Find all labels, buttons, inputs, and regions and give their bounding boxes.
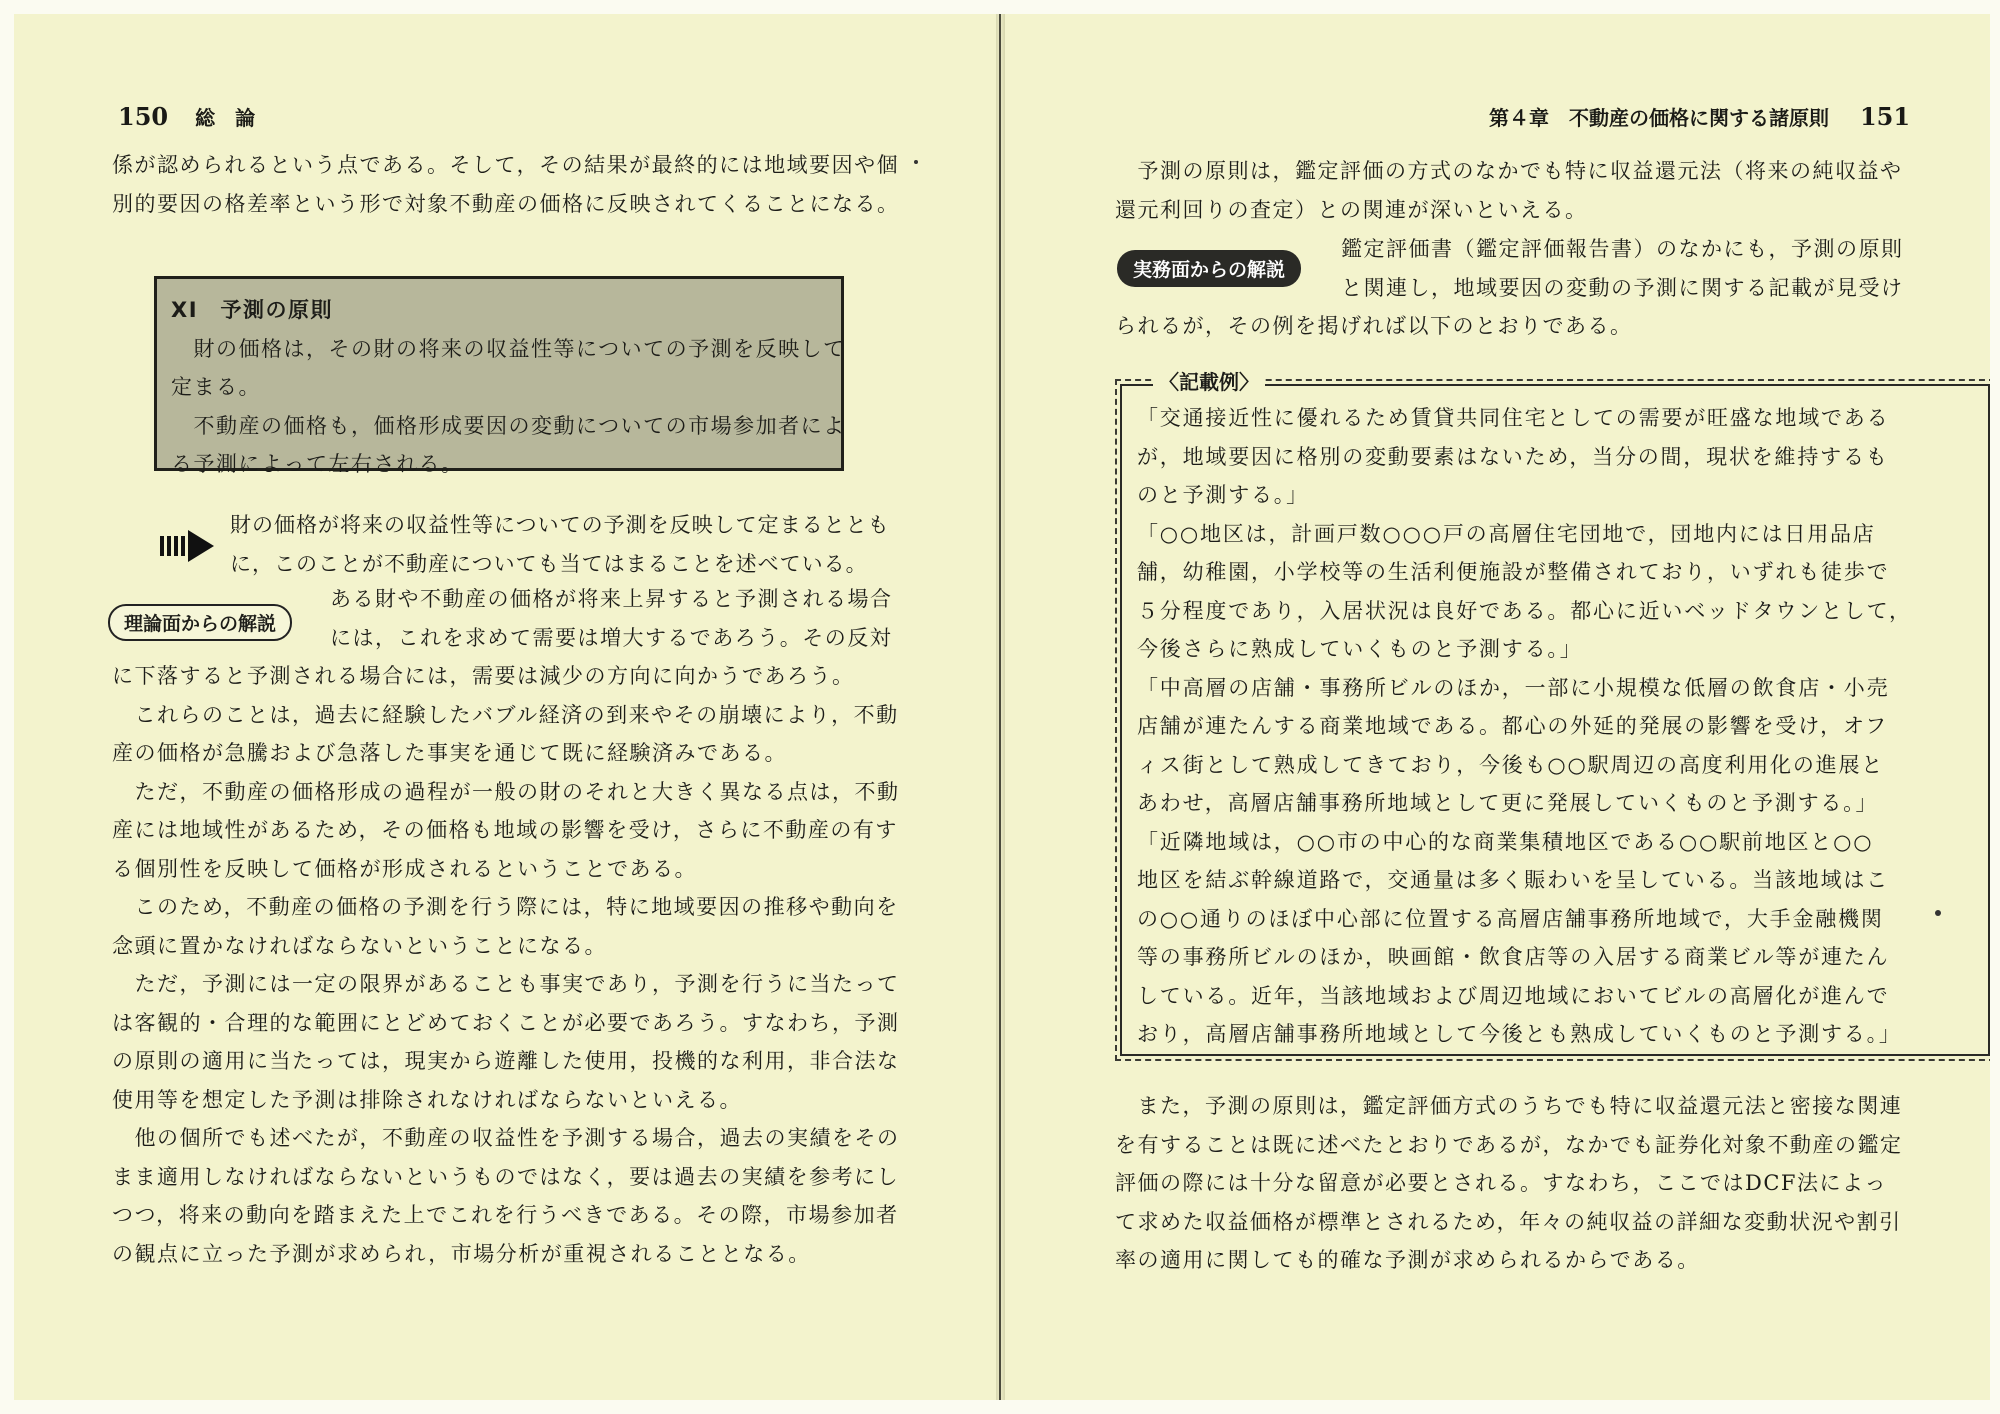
- example-line: 店舗が連たんする商業地域である。都心の外延的発展の影響を受け，オフ: [1137, 714, 1888, 738]
- example-line: の○○通りのほぼ中心部に位置する高層店舗事務所地域で，大手金融機関: [1137, 906, 1884, 931]
- text-line: の観点に立った予測が求められ，市場分析が重視されることとなる。: [112, 1241, 811, 1266]
- text-line: られるが，その例を掲げれば以下のとおりである。: [1115, 314, 1633, 338]
- left-body-text: [112, 657, 900, 1273]
- example-line: 「中高層の店舗・事務所ビルのほか，一部に小規模な低層の飲食店・小売: [1137, 675, 1890, 700]
- example-line: おり，高層店舗事務所地域として今後とも熟成していくものと予測する。」: [1137, 1022, 1902, 1046]
- example-line: 「近隣地域は，○○市の中心的な商業集積地区である○○駅前地区と○○: [1137, 829, 1874, 854]
- text-line: ただ，予測には一定の限界があることも事実であり，予測を行うに当たって: [112, 972, 900, 996]
- text-line: ある財や不動産の価格が将来上昇すると予測される場合: [330, 587, 893, 611]
- principle-line: 定まる。: [171, 375, 261, 399]
- text-line: 鑑定評価書（鑑定評価報告書）のなかにも，予測の原則: [1341, 237, 1904, 261]
- text-line: を有することは既に述べたとおりであるが，なかでも証券化対象不動産の鑑定: [1115, 1132, 1903, 1157]
- left-intro-text: [112, 146, 900, 223]
- example-line: のと予測する。」: [1137, 483, 1309, 507]
- left-page: [14, 14, 996, 1400]
- summary-note: [164, 506, 890, 583]
- text-line: ただ，不動産の価格形成の過程が一般の財のそれと大きく異なる点は，不動: [112, 779, 900, 804]
- summary-line: に，このことが不動産についても当てはまることを述べている。: [230, 551, 868, 576]
- principle-line: 不動産の価格も，価格形成要因の変動についての市場参加者によ: [171, 413, 846, 438]
- text-line: に下落すると予測される場合には，需要は減少の方向に向かうであろう。: [112, 664, 855, 688]
- text-line: 還元利回りの査定）との関連が深いといえる。: [1115, 197, 1588, 222]
- text-line: には，これを求めて需要は増大するであろう。その反対: [330, 625, 893, 650]
- principle-box: [154, 276, 846, 476]
- text-line: 念頭に置かなければならないということになる。: [112, 933, 607, 958]
- principle-line: 財の価格は，その財の将来の収益性等についての予測を反映して: [171, 336, 846, 361]
- example-line: 地区を結ぶ幹線道路で，交通量は多く賑わいを呈している。当該地域はこ: [1137, 868, 1889, 892]
- arrow-right-icon: [160, 530, 216, 562]
- text-line: は客観的・合理的な範囲にとどめておくことが必要であろう。すなわち，予測: [112, 1010, 900, 1035]
- theory-badge: 理論面からの解説: [108, 604, 292, 641]
- example-label: 〈記載例〉: [1153, 366, 1265, 395]
- right-closing-text: [1115, 1087, 1903, 1280]
- text-line: 他の個所でも述べたが，不動産の収益性を予測する場合，過去の実績をその: [112, 1126, 900, 1150]
- practice-text-cont: [1115, 307, 1633, 346]
- text-line: 予測の原則は，鑑定評価の方式のなかでも特に収益還元法（将来の純収益や: [1115, 159, 1903, 183]
- text-line: 別的要因の格差率という形で対象不動産の価格に反映されてくることになる。: [112, 191, 900, 216]
- text-line: また，予測の原則は，鑑定評価方式のうちでも特に収益還元法と密接な関連: [1115, 1094, 1903, 1118]
- example-line: ィス街として熟成してきており，今後も○○駅周辺の高度利用化の進展と: [1137, 752, 1885, 777]
- text-line: このため，不動産の価格の予測を行う際には，特に地域要因の推移や動向を: [112, 895, 899, 919]
- right-page: [1005, 14, 1990, 1400]
- practice-badge: 実務面からの解説: [1117, 250, 1301, 287]
- text-line: の原則の適用に当たっては，現実から遊離した使用，投機的な利用，非合法な: [112, 1049, 900, 1073]
- text-line: る個別性を反映して価格が形成されるということである。: [112, 856, 697, 881]
- text-line: 使用等を想定した予測は排除されなければならないといえる。: [112, 1087, 742, 1112]
- summary-line: 財の価格が将来の収益性等についての予測を反映して定まるととも: [230, 513, 890, 537]
- right-intro-text: [1115, 152, 1903, 229]
- right-page-number: 151: [1859, 102, 1911, 131]
- example-line: 等の事務所ビルのほか，映画館・飲食店等の入居する商業ビル等が連たん: [1137, 945, 1890, 969]
- example-line: している。近年，当該地域および周辺地域においてビルの高層化が進んで: [1137, 983, 1890, 1008]
- principle-heading: XI 予測の原則: [171, 298, 334, 322]
- practice-text-wrap: [1341, 230, 1904, 307]
- spine-crease: [999, 14, 1001, 1400]
- scan-speck: [914, 160, 918, 164]
- text-line: 産には地域性があるため，その価格も地域の影響を受け，さらに不動産の有す: [112, 818, 898, 842]
- example-text: [1137, 399, 1912, 1054]
- example-line: 今後さらに熟成していくものと予測する。」: [1137, 637, 1583, 661]
- principle-line: る予測によって左右される。: [171, 452, 464, 476]
- text-line: つつ，将来の動向を踏まえた上でこれを行うべきである。その際，市場参加者: [112, 1203, 899, 1227]
- text-line: 産の価格が急騰および急落した事実を通じて既に経験済みである。: [112, 741, 787, 765]
- text-line: 評価の際には十分な留意が必要とされる。すなわち，ここではDCF法によっ: [1115, 1171, 1887, 1195]
- theory-text: [330, 580, 893, 657]
- text-line: て求めた収益価格が標準とされるため，年々の純収益の詳細な変動状況や割引: [1115, 1209, 1902, 1234]
- text-line: 係が認められるという点である。そして，その結果が最終的には地域要因や個: [112, 153, 900, 177]
- left-page-number: 150: [118, 102, 169, 131]
- chapter-title: 第４章 不動産の価格に関する諸原則: [1489, 106, 1829, 130]
- example-line: ５分程度であり，入居状況は良好である。都心に近いベッドタウンとして，: [1137, 598, 1912, 623]
- example-line: あわせ，高層店舗事務所地域として更に発展していくものと予測する。」: [1137, 791, 1879, 815]
- right-page-header: [1489, 102, 1910, 131]
- example-line: 「交通接近性に優れるため賃貸共同住宅としての需要が旺盛な地域である: [1137, 406, 1890, 430]
- text-line: まま適用しなければならないというものではなく，要は過去の実績を参考にし: [112, 1164, 900, 1189]
- text-line: と関連し，地域要因の変動の予測に関する記載が見受け: [1341, 275, 1904, 300]
- example-line: 舗，幼稚園，小学校等の生活利便施設が整備されており，いずれも徒歩で: [1137, 560, 1890, 584]
- text-line: 率の適用に関しても的確な予測が求められるからである。: [1115, 1248, 1700, 1272]
- scan-speck: [1935, 910, 1941, 916]
- left-page-header: [118, 102, 255, 131]
- text-line: これらのことは，過去に経験したバブル経済の到来やその崩壊により，不動: [112, 702, 899, 727]
- example-line: 「○○地区は，計画戸数○○○戸の高層住宅団地で，団地内には日用品店: [1137, 521, 1876, 546]
- example-line: が，地域要因に格別の変動要素はないため，当分の間，現状を維持するも: [1137, 444, 1889, 469]
- left-section-label: 総 論: [195, 106, 256, 130]
